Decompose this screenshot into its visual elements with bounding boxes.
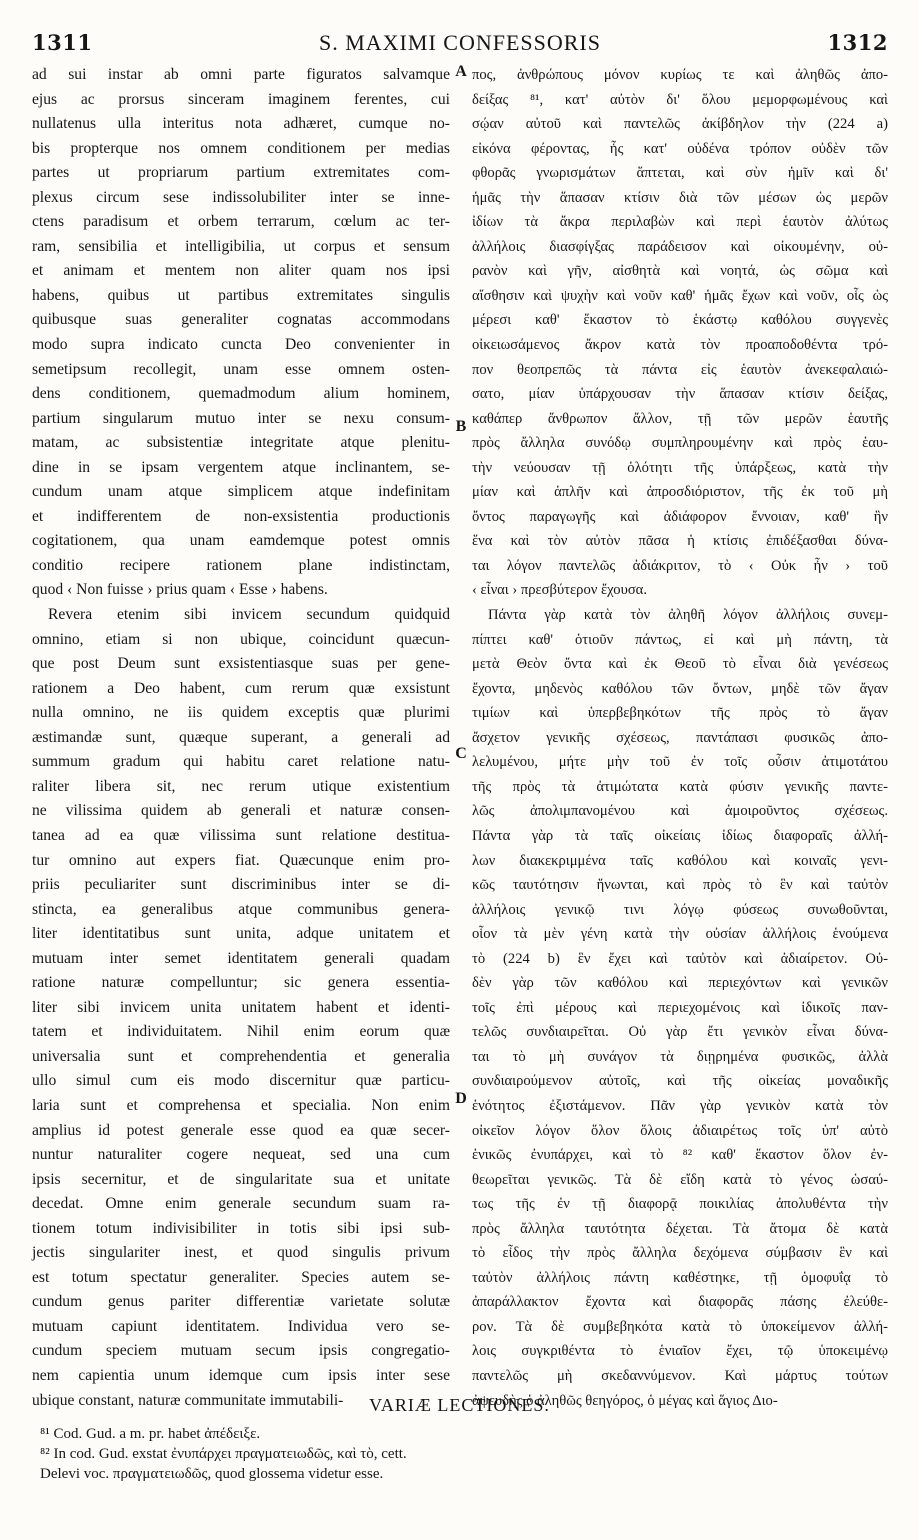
greek-text-line: πρὸς ἄλληλα συνόδῳ συμπληρουμένην καὶ πρὸς ἑαυ- (472, 435, 888, 452)
latin-text-line: liter identitatibus sunt unita, adque unitatem et (32, 925, 450, 943)
margin-letter-b: B (455, 418, 467, 435)
greek-text-line: ὄντος παραγωγῆς καὶ ἀδιάφορον ἔννοιαν, καθ' ἣν (472, 508, 888, 525)
latin-text-line: plexus circum sese indissolubiliter inter se inne- (32, 188, 450, 206)
greek-text-line: παντελῶς μὴ σκεδαννύμενον. Καὶ μάρτυς τούτων (472, 1367, 888, 1384)
latin-text-line: amplius id potest generale esse quod ea quæ secer- (32, 1121, 450, 1139)
latin-text-line: partium singularum mutuo inter se nexu consum- (32, 409, 450, 427)
greek-text-line: οἷον τὰ μὲν γένη κατὰ τὴν οὐσίαν ἀλλήλοις ἑνούμενα (472, 926, 888, 943)
latin-text-line: que post Deum sunt exsistentiasque suas per gene- (32, 655, 450, 673)
greek-text-line: ἰδίων τὰ ἄκρα περιλαβὼν καὶ περὶ ἑαυτὸν ἀλύτως (472, 214, 888, 231)
greek-text-line: μέρεσι καθ' ἕκαστον τὸ ἑκάστῳ καθόλου συγγενὲς (472, 312, 888, 329)
latin-text-line: modo supra indicato cuncta Deo convenienter in (32, 336, 450, 354)
latin-text-line: laria sunt et comprehensa et specialia. Non enim (32, 1096, 450, 1114)
latin-text-line: æstimandæ sunt, quæque superant, a generali ad (32, 728, 450, 746)
latin-text-line: nem capientia unum idemque cum ipsis inter sese (32, 1366, 450, 1384)
greek-text-line: ἔχοντα, μηδενὸς καθόλου τῶν ὄντων, μηδὲ τῶν ἄγαν (472, 680, 888, 697)
margin-letter-a: A (455, 63, 467, 80)
latin-text-line: Revera etenim sibi invicem secundum quidquid (48, 606, 450, 624)
greek-text-line: συνδιαιρούμενον αὐτοῖς, καὶ τῆς οἰκείας μοναδικῆς (472, 1073, 888, 1090)
latin-text-line: ubique constant, naturæ communitate immutabili- (32, 1391, 344, 1409)
latin-text-line: cundum genus pariter differentiæ varietate solutæ (32, 1293, 450, 1311)
greek-text-line: ἄσχετον γενικῆς σχέσεως, παντάπασι φυσικῶς ἀπο- (472, 729, 888, 746)
greek-text-line: μετὰ Θεὸν ὄντα καὶ ἐκ Θεοῦ τὸ εἶναι διὰ γενέσεως (472, 656, 888, 673)
footnote-82: ⁸² In cod. Gud. exstat ἐνυπάρχει πραγματειωδῶς, καὶ τὸ, cett. (40, 1446, 407, 1462)
latin-text-line: quod ‹ Non fuisse › prius quam ‹ Esse › habens. (32, 581, 328, 599)
latin-text-line: cundum speciem mutuam secum ipsis congregatio- (32, 1342, 450, 1360)
margin-letter-c: C (455, 745, 467, 762)
greek-text-line: ταὐτὸν ἀλλήλοις πάντη καθέστηκε, τῇ ὁμοφυΐᾳ τὸ (472, 1269, 888, 1286)
latin-text-line: tatem et individuitatem. Nihil enim eorum quæ (32, 1023, 450, 1041)
greek-text-line: τὴν νεύουσαν τῇ ὁλότητι τῆς ὑπάρξεως, κατὰ τὴν (472, 459, 888, 476)
footnote-82-continued: Delevi voc. πραγματειωδῶς, quod glossema videtur esse. (40, 1466, 384, 1482)
greek-text-line: πον θεοπρεπῶς τὰ πάντα εἰς ἑαυτὸν ἀνεκεφαλαιώ- (472, 361, 888, 378)
latin-text-line: nulla omnino, ne iis quidem exceptis quæ plurimi (32, 704, 450, 722)
greek-text-line: κῶς ταυτότησιν ἥνωνται, καὶ πρὸς τὸ ἓν καὶ ταὐτὸν (472, 877, 888, 894)
greek-text-line: τελῶς συνδιαιρεῖται. Οὐ γὰρ ἔτι γενικὸν εἶναι δύνα- (472, 1024, 888, 1041)
latin-text-line: decedat. Omne enim generale secundum suam ra- (32, 1195, 450, 1213)
greek-text-line: ἀλλήλοις γενικῷ τινι λόγῳ φύσεως συνωθοῦνται, (472, 901, 888, 918)
latin-text-line: semetipsum recollegit, unam esse omnem osten- (32, 360, 450, 378)
latin-text-line: ullo simul cum eis modo discernitur quæ particu- (32, 1072, 450, 1090)
latin-text-line: matam, ac subsistentiæ integritate atque plenitu- (32, 434, 450, 452)
margin-letter-d: D (455, 1090, 467, 1107)
latin-text-line: ratione naturæ compelluntur; sic genera essentia- (32, 974, 450, 992)
latin-text-line: ad sui instar ab omni parte figuratos salvamque (32, 66, 450, 83)
greek-text-line: οἰκειωσάμενος ἄκρον κατὰ τὸν προαποδοθέντα τρό- (472, 337, 888, 354)
greek-text-line: δὲν γὰρ τῶν καθόλου καὶ περιεχόντων καὶ γενικῶν (472, 975, 888, 992)
greek-text-line: λων διακεκριμμένα ταῖς καθόλου καὶ κοιναῖς γενι- (472, 852, 888, 869)
greek-text-line: πρὸς ἄλληλα ταυτότητα δέχεται. Τὰ ἄτομα δὲ κατὰ (472, 1220, 888, 1237)
greek-text-line: πίπτει καθ' ὁτιοῦν πάντως, εἰ καὶ μὴ πάντη, τὰ (472, 631, 888, 648)
greek-text-line: ἀψευδὴς ὁ ἀληθῶς θεηγόρος, ὁ μέγας καὶ ἅγιος Διο- (472, 1392, 778, 1409)
greek-text-line: τὸ εἶδος τὴν πρὸς ἄλληλα δεχόμενα σύμβασιν ἓν καὶ (472, 1245, 888, 1262)
latin-text-line: stincta, ea generalibus atque communibus genera- (32, 900, 450, 918)
greek-text-line: λοις συγκριθέντα τὸ ἑνιαῖον ἔχει, τῷ ὑποκειμένῳ (472, 1343, 888, 1360)
greek-text-line: Πάντα γὰρ τὰ ταῖς οἰκείαις ἰδίως διαφοραῖς ἀλλή- (472, 827, 888, 844)
greek-text-line: δείξας ⁸¹, κατ' αὐτὸν δι' ὅλου μεμορφωμένους καὶ (472, 91, 888, 108)
page-number-left: 1311 (32, 30, 93, 55)
latin-text-line: nullatenus ulla interitus nota adhæret, cumque no- (32, 115, 450, 133)
page-number-right: 1312 (827, 30, 888, 55)
greek-text-line: οἰκεῖον λόγον ὅλον ὅλοις ἀδιαιρέτως τοῖς ὑπ' αὐτὸ (472, 1122, 888, 1139)
latin-text-line: universalia sunt et comprehendentia et generalia (32, 1047, 450, 1065)
greek-column (472, 63, 888, 1409)
latin-text-line: ctens paradisum et orbem terrarum, cœlum ac ter- (32, 213, 450, 231)
greek-text-line: φθορᾶς γνωρισμάτων ἅπτεται, καὶ σὺν ἡμῖν καὶ δι' (472, 165, 888, 182)
greek-text-line: σῴαν αὐτοῦ καὶ παντελῶς ἀκίβδηλον τὴν (224 a) (472, 116, 888, 133)
latin-text-line: ipsis secernitur, et de singularitate sua et unitate (32, 1170, 450, 1188)
greek-text-line: ρον. Τὰ δὲ συμβεβηκότα κατὰ τὸ ὑποκείμενον ἀλλή- (472, 1318, 888, 1335)
greek-text-line: ἕνα καὶ τὸν αὐτὸν πᾶσα ἡ κτίσις ἐπιδέξασθαι δύνα- (472, 533, 888, 550)
footnotes (40, 1424, 890, 1484)
latin-text-line: cundum unam atque simplicem atque indefinitam (32, 483, 450, 501)
greek-text-line: τοῖς ἐπὶ μέρους καὶ περιεχομένοις καὶ ἰδικοῖς παν- (472, 999, 888, 1016)
latin-text-line: ram, sensibilia et intelligibilia, ut corpus et sensum (32, 237, 450, 255)
running-title: S. MAXIMI CONFESSORIS (318, 30, 601, 55)
latin-text-line: nuntur naturaliter cogere nequeat, sed una cum (32, 1146, 450, 1164)
greek-text-line: ται τὸ μὴ συνάγον τὰ διῃρημένα φυσικῶς, ἀλλὰ (472, 1048, 888, 1065)
latin-text-line: dine in se ipsam vergentem atque inclinantem, se- (32, 458, 450, 476)
latin-text-line: rationem a Deo habent, cum rerum quæ exsistunt (32, 679, 450, 697)
latin-text-line: mutuam capiunt identitatem. Individua vero se- (32, 1317, 450, 1335)
latin-text-line: tanea ad ea quæ vilissima sunt relatione destitua- (32, 826, 450, 844)
greek-text-line: Πάντα γὰρ κατὰ τὸν ἀληθῆ λόγον ἀλλήλοις συνεμ- (488, 607, 888, 624)
latin-text-line: dens conditionem, quemadmodum alium hominem, (32, 385, 450, 403)
latin-text-line: habens, quibus ut partibus extremitates singulis (32, 286, 450, 304)
greek-text-line: μίαν καὶ ἁπλῆν καὶ ἀπροσδιόριστον, τῆς ἐκ τοῦ μὴ (472, 484, 888, 501)
greek-text-line: ἀλλήλοις διασφίγξας παράδεισον καὶ οἰκουμένην, οὐ- (472, 238, 888, 255)
variae-lectiones-title: VARIÆ LECTIONES. (369, 1395, 550, 1415)
latin-text-line: partes ut propriarum partium extremitates com- (32, 164, 450, 182)
greek-text-line: ἑνικῶς ἐνυπάρχει, καὶ τὸ ⁸² καθ' ἕκαστον ὅλον ἐν- (472, 1147, 888, 1164)
greek-text-line: τῆς πρὸς τὰ ἀτιμώτατα κατὰ φύσιν γενικῆς παντε- (472, 778, 888, 795)
greek-text-line: λελυμένου, μήτε μὴν τοῦ ἐν τοῖς οὖσιν ἀτιμοτάτου (472, 754, 888, 771)
latin-text-line: bis propterque nos omnem conditionem per medias (32, 139, 450, 157)
greek-text-line: θεωρεῖται γενικῶς. Τὰ δὲ εἴδη κατὰ τὸ γένος ὡσαύ- (472, 1171, 888, 1188)
latin-text-line: mutuam inter semet identitatem generali quadam (32, 949, 450, 967)
latin-text-line: ejus ac prorsus sinceram imaginem ferentes, cui (32, 90, 450, 108)
latin-text-line: jectis singulariter inest, et quod singulis privum (32, 1244, 450, 1262)
latin-text-line: et indifferentem de non-exsistentia productionis (32, 507, 450, 525)
latin-text-line: raliter libera sit, nec rerum utique existentium (32, 777, 450, 795)
greek-text-line: ἡμᾶς τὴν ἅπασαν κτίσιν διὰ τῶν μέσων ὡς μερῶν (472, 189, 888, 206)
latin-column (32, 63, 450, 1409)
latin-text-line: tur omnino aut expers fiat. Quæcunque enim pro- (32, 851, 450, 869)
greek-text-line: καθάπερ ἄνθρωπον ἄλλον, τῇ τῶν μερῶν ἑαυτῆς (472, 410, 888, 427)
greek-text-line: εἰκόνα φέροντας, ἧς κατ' οὐδένα τρόπον οὐδὲν τῶν (472, 140, 888, 157)
latin-text-line: omnino, etiam si non ubique, coincidunt quæcun- (32, 630, 450, 648)
latin-text-line: tionem totum indivisibiliter in totis sibi ipsi sub- (32, 1219, 450, 1237)
latin-text-line: quibusque suas generaliter cognatas accommodans (32, 311, 450, 329)
latin-text-line: conditio recipere rationem plane indistinctam, (32, 556, 450, 574)
latin-text-line: est totum spectatur generaliter. Species autem se- (32, 1268, 450, 1286)
greek-text-line: ‹ εἶναι › πρεσβύτερον ἔχουσα. (472, 582, 647, 599)
page-header (32, 30, 888, 62)
latin-text-line: summum gradum qui habitu caret relatione natu- (32, 753, 450, 771)
greek-text-line: ται λόγον παντελῶς ἀδιάκριτον, τὸ ‹ Οὐκ ἦν › τοῦ (472, 557, 888, 574)
greek-text-line: αἴσθησιν καὶ ψυχὴν καὶ νοῦν καθ' ἡμᾶς ἔχων καὶ νοῦν, οἷς ὡς (472, 287, 888, 304)
latin-text-line: et animam et mentem non aliter quam nos ipsi (32, 262, 450, 280)
latin-text-line: cogitationem, qua unam eamdemque potest omnis (32, 532, 450, 550)
greek-text-line: τὸ (224 b) ἓν ἔχει καὶ ταὐτὸν καὶ ἀδιαίρετον. Οὐ- (472, 950, 888, 967)
greek-text-line: σατο, μίαν ὑπάρχουσαν τὴν ἅπασαν κτίσιν δείξας, (472, 386, 888, 403)
greek-text-line: πος, ἀνθρώπους μόνον κυρίως τε καὶ ἀληθῶς ἀπο- (472, 67, 888, 83)
latin-text-line: ne vilissima quidem ab generali et naturæ consen- (32, 802, 450, 820)
latin-text-line: priis peculiariter sunt discriminibus inter se di- (32, 876, 450, 894)
greek-text-line: ρανὸν καὶ γῆν, αἰσθητὰ καὶ νοητά, ὡς σῶμα καὶ (472, 263, 888, 280)
greek-text-line: λῶς ἀπολιμπανομένου καὶ ἀμοιροῦντος σχέσεως. (472, 803, 888, 820)
latin-text-line: liter sibi invicem unita unitatem habent et identi- (32, 998, 450, 1016)
greek-text-line: τως τῆς ἐν τῇ διαφορᾷ ποικιλίας ἀπολυθέντα τὴν (472, 1196, 888, 1213)
footnote-81: ⁸¹ Cod. Gud. a m. pr. habet ἀπέδειξε. (40, 1426, 261, 1442)
greek-text-line: ἀπαράλλακτον ἔχοντα καὶ διαφορᾶς πάσης ἐλεύθε- (472, 1294, 888, 1311)
greek-text-line: ἑνότητος ἐξιστάμενον. Πᾶν γὰρ γενικὸν κατὰ τὸν (472, 1097, 888, 1114)
greek-text-line: τιμίων καὶ ὑπερβεβηκότων τῆς πρὸς τὸ ἄγαν (472, 705, 888, 722)
